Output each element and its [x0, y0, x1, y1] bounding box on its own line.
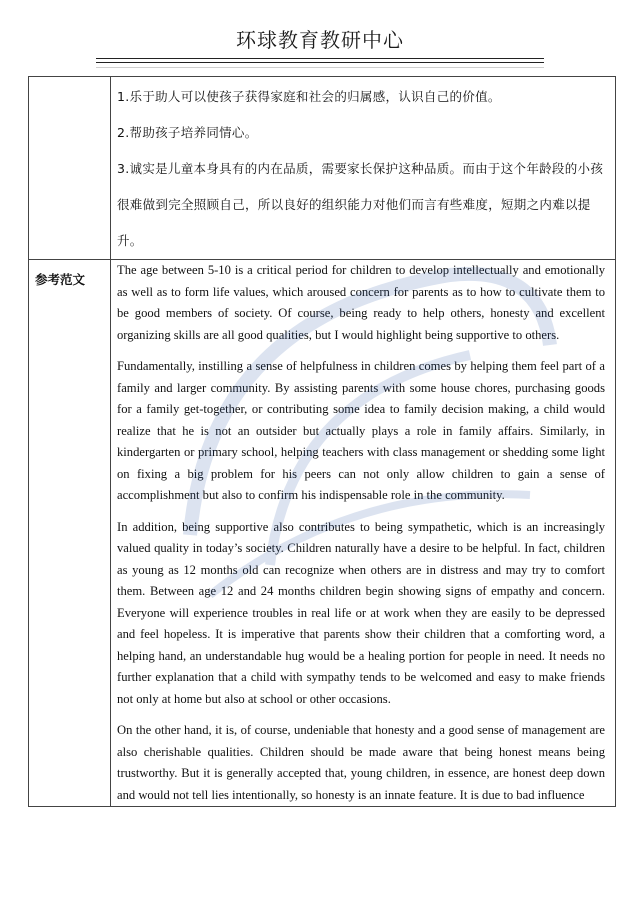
point-3: 3.诚实是儿童本身具有的内在品质，需要家长保护这种品质。而由于这个年龄段的小孩很难做到完全照顾自己，所以良好的组织能力对他们而言有些难度，短期之内难以提升。	[117, 161, 604, 248]
row-label-empty	[29, 77, 111, 260]
page-header-title: 环球教育教研中心	[236, 28, 404, 52]
essay-paragraph-2: Fundamentally, instilling a sense of helpfulness in children comes by helping them feel part of a family and larger community. By assisting parents with some house chores, purchasing goods for a family get-together, or contributing some idea to family decision making, a child would realize that he is not an outsider but actually plays a role in family affairs. Similarly, in kindergarten or primary school, helping teachers with class management or shedding some light on fixing a big problem for his peers can not only allow children to gain a sense of accomplishment but also to confirm his indispensable role in the community.	[117, 359, 605, 502]
content-table	[28, 76, 616, 807]
essay-paragraph-4: On the other hand, it is, of course, undeniable that honesty and a good sense of management are also cherishable qualities. Children should be made aware that being honest means being trustworthy. But it is generally accepted that, young children, in essence, are honest deep down and would not tell lies intentionally, so honesty is an innate feature. It is due to bad influence	[117, 723, 605, 802]
essay-paragraph-1: The age between 5-10 is a critical period for children to develop intellectually and emotionally as well as to form life values, which aroused concern for parents as to how to cultivate them to be good members of society. Of course, being ready to help others, honesty and excellent organizing skills are all good qualities, but I would highlight being supportive to others.	[117, 263, 605, 342]
header-rule-middle	[96, 62, 544, 63]
header-rule-top	[96, 58, 544, 59]
header-rule-bottom	[96, 67, 544, 68]
essay-cell	[111, 260, 616, 807]
table-row	[29, 77, 616, 260]
points-cell	[111, 77, 616, 260]
point-2: 2.帮助孩子培养同情心。	[117, 125, 258, 140]
row-label-sample-essay: 参考范文	[29, 260, 111, 807]
table-row	[29, 260, 616, 807]
essay-paragraph-3: In addition, being supportive also contributes to being sympathetic, which is an increasingly valued quality in today’s society. Children naturally have a desire to be helpful. In fact, children as young as 12 months old can recognize when others are in distress and may try to comfort them. Between age 12 and 24 months children begin showing signs of empathy and concern. Everyone will experience troubles in real life or at work when they are easily to be depressed and feel hopeless. It is imperative that parents show their children that a comforting word, a helping hand, an understandable hug would be a healing portion for people in need. It needs no further explanation that a child with sympathy tends to be welcomed and easy to make friends not only at home but also at school or other occasions.	[117, 519, 605, 706]
point-1: 1.乐于助人可以使孩子获得家庭和社会的归属感，认识自己的价值。	[117, 89, 501, 104]
